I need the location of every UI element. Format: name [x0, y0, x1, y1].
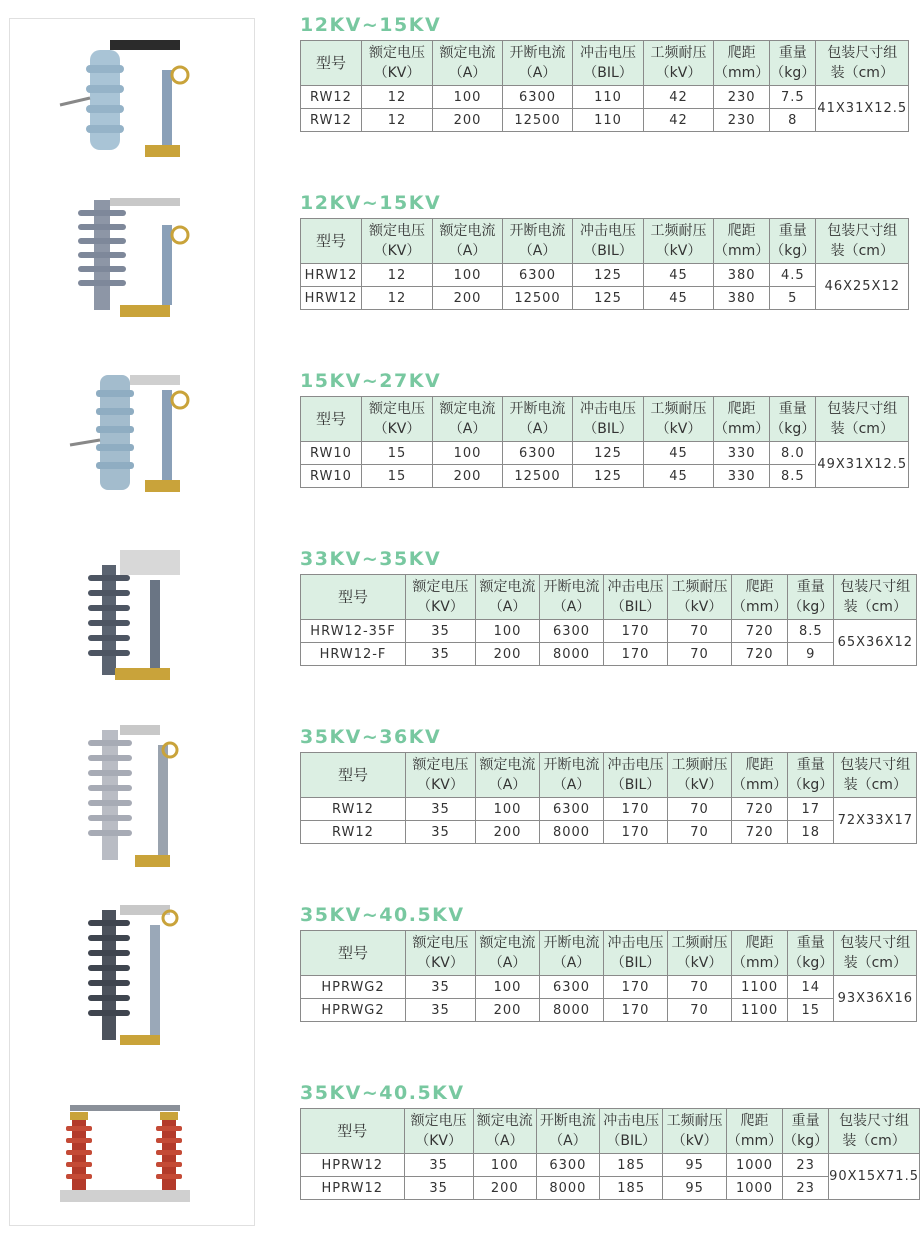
header-current: 额定电流 （A）: [473, 1109, 536, 1154]
header-model: 型号: [301, 41, 362, 86]
header-model: 型号: [301, 931, 406, 976]
spec-table: [300, 1108, 920, 1200]
package-size: 46X25X12: [816, 264, 909, 310]
header-breaking: 开断电流 （A）: [540, 575, 604, 620]
table-header: [301, 931, 917, 976]
header-power-freq: 工频耐压 （kV）: [668, 753, 732, 798]
header-model: 型号: [301, 397, 362, 442]
header-breaking: 开断电流 （A）: [536, 1109, 599, 1154]
header-impulse: 冲击电压 （BIL）: [604, 575, 668, 620]
header-current: 额定电流 （A）: [433, 41, 503, 86]
header-power-freq: 工频耐压 （kV）: [668, 575, 732, 620]
table-row: RW12 12 100 6300 110 42 230 7.5 41X31X12.5: [301, 86, 909, 109]
spec-section-5: [300, 724, 917, 844]
header-current: 额定电流 （A）: [433, 219, 503, 264]
header-current: 额定电流 （A）: [476, 931, 540, 976]
header-package: 包装尺寸组 装（cm）: [829, 1109, 920, 1154]
header-creepage: 爬距 （mm）: [714, 219, 770, 264]
header-package: 包装尺寸组 装（cm）: [834, 931, 917, 976]
header-power-freq: 工频耐压 （kV）: [644, 219, 714, 264]
fuse-cutout-image-5: [50, 710, 200, 880]
header-power-freq: 工频耐压 （kV）: [644, 397, 714, 442]
header-creepage: 爬距 （mm）: [732, 575, 788, 620]
fuse-cutout-image-2: [50, 180, 200, 330]
table-header: [301, 219, 909, 264]
header-voltage: 额定电压 （KV）: [406, 575, 476, 620]
header-model: 型号: [301, 753, 406, 798]
spec-section-2: [300, 190, 909, 310]
spec-table: [300, 574, 917, 666]
header-voltage: 额定电压 （KV）: [362, 219, 433, 264]
spec-section-3: [300, 368, 909, 488]
header-impulse: 冲击电压 （BIL）: [604, 931, 668, 976]
package-size: 72X33X17: [834, 798, 917, 844]
header-current: 额定电流 （A）: [433, 397, 503, 442]
header-package: 包装尺寸组 装（cm）: [834, 575, 917, 620]
header-weight: 重量 （kg）: [788, 575, 834, 620]
header-weight: 重量 （kg）: [783, 1109, 829, 1154]
spec-section-1: [300, 12, 909, 132]
table-row: HRW12 12 200 12500 125 45 380 5: [301, 287, 909, 310]
header-breaking: 开断电流 （A）: [503, 41, 573, 86]
header-creepage: 爬距 （mm）: [732, 753, 788, 798]
table-row: HPRWG2 35 100 6300 170 70 1100 14 93X36X16: [301, 976, 917, 999]
header-impulse: 冲击电压 （BIL）: [599, 1109, 663, 1154]
header-breaking: 开断电流 （A）: [503, 397, 573, 442]
header-current: 额定电流 （A）: [476, 575, 540, 620]
spec-table: [300, 930, 917, 1022]
header-weight: 重量 （kg）: [770, 41, 816, 86]
header-impulse: 冲击电压 （BIL）: [573, 397, 644, 442]
header-power-freq: 工频耐压 （kV）: [663, 1109, 726, 1154]
section-title: 35KV~40.5KV: [300, 1082, 465, 1104]
table-header: [301, 397, 909, 442]
package-size: 90X15X71.5: [829, 1154, 920, 1200]
section-title: 12KV~15KV: [300, 192, 442, 214]
header-package: 包装尺寸组 装（cm）: [816, 41, 909, 86]
header-impulse: 冲击电压 （BIL）: [573, 41, 644, 86]
header-model: 型号: [301, 219, 362, 264]
header-impulse: 冲击电压 （BIL）: [604, 753, 668, 798]
table-header: [301, 1109, 920, 1154]
header-model: 型号: [301, 575, 406, 620]
spec-table: [300, 218, 909, 310]
header-creepage: 爬距 （mm）: [726, 1109, 782, 1154]
package-size: 49X31X12.5: [816, 442, 909, 488]
header-current: 额定电流 （A）: [476, 753, 540, 798]
package-size: 65X36X12: [834, 620, 917, 666]
spec-section-4: [300, 546, 917, 666]
header-package: 包装尺寸组 装（cm）: [834, 753, 917, 798]
section-title: 15KV~27KV: [300, 370, 442, 392]
header-impulse: 冲击电压 （BIL）: [573, 219, 644, 264]
table-row: RW10 15 100 6300 125 45 330 8.0 49X31X12.5: [301, 442, 909, 465]
table-header: [301, 41, 909, 86]
header-power-freq: 工频耐压 （kV）: [644, 41, 714, 86]
section-title: 12KV~15KV: [300, 14, 442, 36]
header-model: 型号: [301, 1109, 405, 1154]
header-package: 包装尺寸组 装（cm）: [816, 219, 909, 264]
header-creepage: 爬距 （mm）: [732, 931, 788, 976]
spec-section-7: [300, 1080, 920, 1200]
header-voltage: 额定电压 （KV）: [406, 931, 476, 976]
fuse-cutout-image-6: [50, 890, 200, 1060]
header-breaking: 开断电流 （A）: [540, 753, 604, 798]
table-row: RW12 35 100 6300 170 70 720 17 72X33X17: [301, 798, 917, 821]
header-creepage: 爬距 （mm）: [714, 41, 770, 86]
header-voltage: 额定电压 （KV）: [362, 41, 433, 86]
header-weight: 重量 （kg）: [788, 931, 834, 976]
table-row: HRW12-35F 35 100 6300 170 70 720 8.5 65X36X12: [301, 620, 917, 643]
header-power-freq: 工频耐压 （kV）: [668, 931, 732, 976]
header-package: 包装尺寸组 装（cm）: [816, 397, 909, 442]
section-title: 33KV~35KV: [300, 548, 442, 570]
table-header: [301, 753, 917, 798]
table-row: HPRW12 35 200 8000 185 95 1000 23: [301, 1177, 920, 1200]
package-size: 41X31X12.5: [816, 86, 909, 132]
package-size: 93X36X16: [834, 976, 917, 1022]
fuse-cutout-image-4: [50, 540, 200, 690]
header-breaking: 开断电流 （A）: [540, 931, 604, 976]
spec-table: [300, 752, 917, 844]
fuse-cutout-image-7: [50, 1090, 200, 1210]
section-title: 35KV~36KV: [300, 726, 442, 748]
spec-section-6: [300, 902, 917, 1022]
header-creepage: 爬距 （mm）: [714, 397, 770, 442]
table-row: RW12 35 200 8000 170 70 720 18: [301, 821, 917, 844]
header-weight: 重量 （kg）: [770, 397, 816, 442]
header-voltage: 额定电压 （KV）: [404, 1109, 473, 1154]
header-weight: 重量 （kg）: [788, 753, 834, 798]
header-voltage: 额定电压 （KV）: [362, 397, 433, 442]
table-row: HPRWG2 35 200 8000 170 70 1100 15: [301, 999, 917, 1022]
table-row: RW10 15 200 12500 125 45 330 8.5: [301, 465, 909, 488]
header-breaking: 开断电流 （A）: [503, 219, 573, 264]
header-voltage: 额定电压 （KV）: [406, 753, 476, 798]
spec-table: [300, 40, 909, 132]
table-row: RW12 12 200 12500 110 42 230 8: [301, 109, 909, 132]
spec-table: [300, 396, 909, 488]
header-weight: 重量 （kg）: [770, 219, 816, 264]
section-title: 35KV~40.5KV: [300, 904, 465, 926]
table-row: HRW12 12 100 6300 125 45 380 4.5 46X25X12: [301, 264, 909, 287]
table-header: [301, 575, 917, 620]
table-row: HPRW12 35 100 6300 185 95 1000 23 90X15X71.5: [301, 1154, 920, 1177]
fuse-cutout-image-3: [50, 360, 200, 510]
table-row: HRW12-F 35 200 8000 170 70 720 9: [301, 643, 917, 666]
fuse-cutout-image-1: [50, 30, 200, 170]
